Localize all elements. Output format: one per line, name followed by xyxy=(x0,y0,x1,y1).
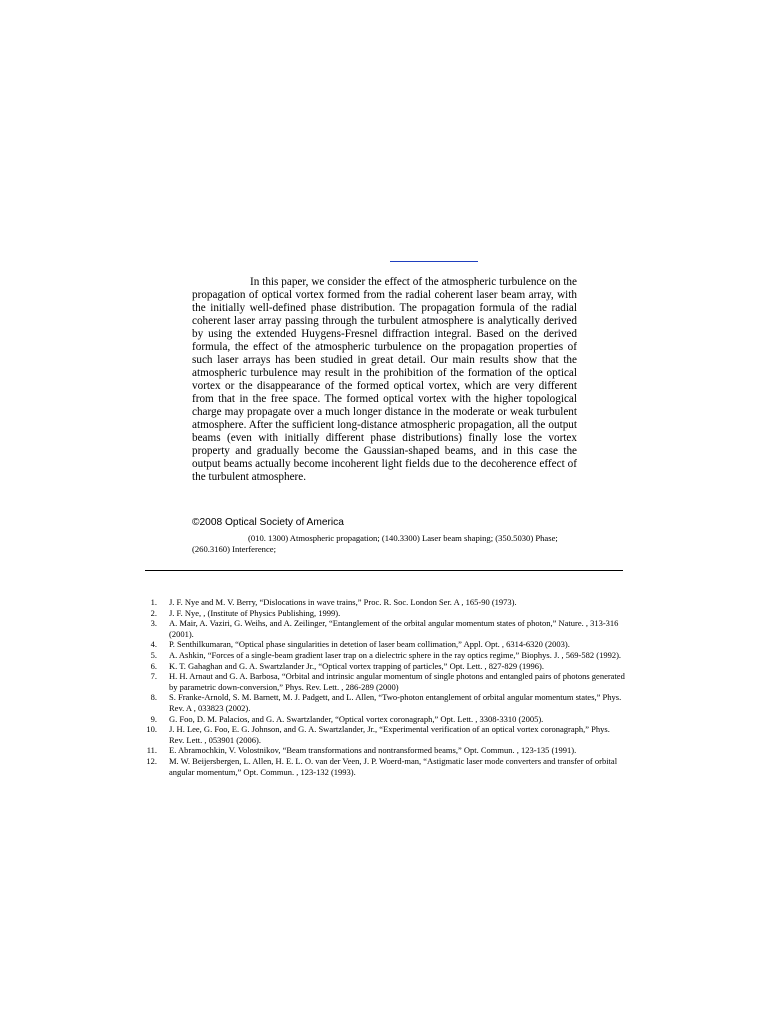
reference-item xyxy=(145,597,625,608)
ocis-codes-text: (010. 1300) Atmospheric propagation; (140.3300) Laser beam shaping; (350.5030) Phase; (260.3160) Interference; xyxy=(192,533,558,554)
reference-item xyxy=(145,650,625,661)
reference-text: M. W. Beijersbergen, L. Allen, H. E. L. O. van der Veen, J. P. Woerd-man, “Astigmatic laser mode converters and transfer of orbital angular momentum,” Opt. Commun. , 123-132 (1993). xyxy=(169,755,618,777)
reference-number: 2. xyxy=(150,607,157,618)
reference-text: J. H. Lee, G. Foo, E. G. Johnson, and G. A. Swartzlander, Jr., “Experimental verification of an optical vortex coronagraph,” Phys. Rev. Lett. , 053901 (2006). xyxy=(169,724,610,745)
reference-item xyxy=(145,608,625,619)
reference-number: 4. xyxy=(150,639,157,650)
reference-item xyxy=(145,745,625,756)
reference-number: 9. xyxy=(150,713,157,724)
reference-text: J. F. Nye, , (Institute of Physics Publishing, 1999). xyxy=(169,607,341,618)
reference-text: J. F. Nye and M. V. Berry, “Dislocations in wave trains,” Proc. R. Soc. London Ser. A , 165-90 (1973). xyxy=(169,597,517,607)
reference-text: S. Franke-Arnold, S. M. Barnett, M. J. Padgett, and L. Allen, “Two-photon entanglement of orbital angular momentum states,” Phys. Rev. A , 033823 (2002). xyxy=(169,692,622,713)
copyright-notice: ©2008 Optical Society of America xyxy=(192,517,344,528)
reference-number: 5. xyxy=(150,649,157,660)
ocis-codes xyxy=(192,533,592,555)
blue-divider xyxy=(390,261,478,262)
reference-item xyxy=(145,661,625,672)
reference-text: E. Abramochkin, V. Volostnikov, “Beam transformations and nontransformed beams,” Opt. Commun. , 123-135 (1991). xyxy=(169,745,577,756)
reference-number: 12. xyxy=(146,755,157,766)
reference-item xyxy=(145,714,625,725)
reference-text: K. T. Gahaghan and G. A. Swartzlander Jr., “Optical vortex trapping of particles,” Opt. Lett. , 827-829 (1996). xyxy=(169,660,545,671)
reference-list xyxy=(145,597,625,777)
reference-number: 1. xyxy=(150,597,157,607)
section-separator xyxy=(145,570,623,571)
reference-text: A. Mair, A. Vaziri, G. Weihs, and A. Zeilinger, “Entanglement of the orbital angular momentum states of photon,” Nature. , 313-316 (2001). xyxy=(169,618,619,639)
reference-number: 8. xyxy=(150,692,157,703)
reference-item xyxy=(145,618,625,639)
reference-number: 3. xyxy=(150,618,157,629)
reference-text: G. Foo, D. M. Palacios, and G. A. Swartzlander, “Optical vortex coronagraph,” Opt. Lett. , 3308-3310 (2005). xyxy=(169,713,544,724)
reference-text: H. H. Arnaut and G. A. Barbosa, “Orbital and intrinsic angular momentum of single photons and entangled pairs of photons generated by parametric down-conversion,” Phys. Rev. Lett. , 286-289 (2000) xyxy=(169,671,625,692)
abstract-text: In this paper, we consider the effect of the atmospheric turbulence on the propagation of optical vortex formed from the radial coherent laser beam array, with the initially well-defined phase distribution. The propagation formula of the radial coherent laser array passing through the turbulent atmosphere is analytically derived by using the extended Huygens-Fresnel diffraction integral. Based on the derived formula, the effect of the atmospheric turbulence on the propagation properties of such laser arrays has been studied in great detail. Our main results show that the atmospheric turbulence may result in the prohibition of the formation of the optical vortex or the disappearance of the formed optical vortex, which are very different from that in the free space. The formed optical vortex with the higher topological charge may propagate over a much longer distance in the moderate or weak turbulent atmosphere. After the sufficient long-distance atmospheric propagation, all the output beams (even with initially different phase distributions) finally lose the vortex property and gradually become the Gaussian-shaped beams, and in this case the output beams actually become incoherent light fields due to the decoherence effect of the turbulent atmosphere. xyxy=(192,276,577,483)
reference-number: 10. xyxy=(146,724,157,735)
reference-item xyxy=(145,671,625,692)
reference-item xyxy=(145,756,625,777)
reference-number: 7. xyxy=(150,671,157,682)
reference-item xyxy=(145,724,625,745)
reference-number: 11. xyxy=(146,745,157,756)
reference-text: A. Ashkin, “Forces of a single-beam gradient laser trap on a dielectric sphere in the ray optics regime,” Biophys. J. , 569-582 (1992). xyxy=(169,649,622,660)
reference-item xyxy=(145,639,625,650)
reference-number: 6. xyxy=(150,660,157,671)
reference-item xyxy=(145,692,625,713)
reference-text: P. Senthilkumaran, “Optical phase singularities in detetion of laser beam collimation,” Appl. Opt. , 6314-6320 (2003). xyxy=(169,639,570,650)
